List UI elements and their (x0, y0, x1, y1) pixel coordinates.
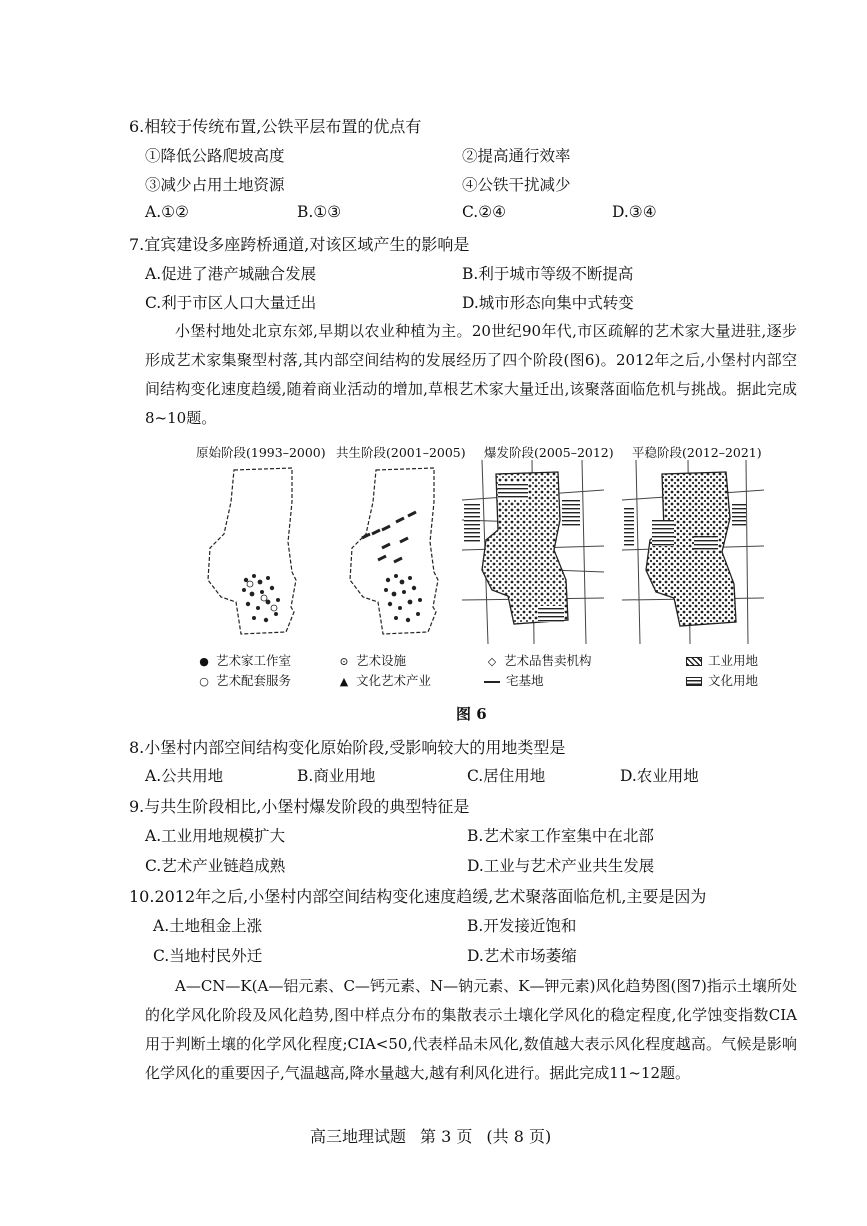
legend-artist-studio (196, 651, 291, 669)
q7-option-a: A.促进了港产城融合发展 (145, 265, 317, 283)
legend-label: 艺术家工作室 (216, 653, 292, 668)
stripe-swatch-icon (686, 677, 702, 686)
q6-option-b: B.①③ (297, 203, 342, 221)
q9-stem: 9.与共生阶段相比,小堡村爆发阶段的典型特征是 (129, 797, 470, 816)
hollow-circle-icon: ○ (199, 675, 209, 688)
map-stable-stage (622, 460, 764, 644)
q7-option-c: C.利于市区人口大量迁出 (145, 294, 317, 312)
line-swatch-icon (484, 681, 500, 683)
circled-dot-icon: ⊙ (339, 655, 349, 668)
q10-option-a: A.土地租金上涨 (153, 917, 263, 935)
legend-label: 文化用地 (708, 673, 759, 688)
map-symbiosis-stage (338, 462, 448, 642)
legend-label: 宅基地 (506, 673, 544, 688)
page-footer (310, 1124, 565, 1147)
q7-option-d: D.城市形态向集中式转变 (462, 294, 634, 312)
map-original-stage (196, 462, 306, 642)
hatch-swatch-icon (686, 657, 702, 666)
footer-total: (共 8 页) (486, 1127, 552, 1146)
legend-culture-industry (336, 671, 431, 689)
passage-xiaobao: 小堡村地处北京东郊,早期以农业种植为主。20世纪90年代,市区疏解的艺术家大量进驻,逐步形成艺术家集聚型村落,其内部空间结构的发展经历了四个阶段(图6)。2012年之后,小堡村内部空间结构变化速度趋缓,随着商业活动的增加,草根艺术家大量迁出,该聚落面临危机与挑战。据此完成8~10题。 (145, 322, 797, 427)
diamond-icon: ◇ (487, 655, 497, 668)
stage-title-stable: 平稳阶段(2012–2021) (632, 445, 762, 460)
q6-item-3: ③减少占用土地资源 (145, 176, 285, 194)
q6-item-1: ①降低公路爬坡高度 (145, 147, 285, 165)
q8-option-a: A.公共用地 (145, 767, 224, 785)
q8-stem: 8.小堡村内部空间结构变化原始阶段,受影响较大的用地类型是 (129, 738, 566, 757)
q9-option-c: C.艺术产业链趋成熟 (145, 857, 286, 875)
q8-option-c: C.居住用地 (467, 767, 546, 785)
legend-homestead (484, 671, 544, 689)
q6-stem: 6.相较于传统布置,公铁平层布置的优点有 (129, 117, 422, 136)
footer-subject: 高三地理试题 (310, 1127, 407, 1146)
map-explosion-stage (462, 460, 604, 644)
q9-option-b: B.艺术家工作室集中在北部 (467, 827, 654, 845)
q8-option-d: D.农业用地 (620, 767, 699, 785)
legend-culture-land (686, 671, 758, 689)
legend-art-facility (336, 651, 406, 669)
q6-option-c: C.②④ (462, 203, 507, 221)
q9-option-d: D.工业与艺术产业共生发展 (467, 857, 655, 875)
stage-title-explosion: 爆发阶段(2005–2012) (484, 445, 614, 460)
filled-circle-icon: ● (199, 655, 209, 668)
triangle-icon: ▲ (339, 675, 349, 688)
q10-option-c: C.当地村民外迁 (153, 947, 263, 965)
figure-caption: 图 6 (456, 705, 487, 723)
stage-title-original: 原始阶段(1993–2000) (196, 445, 326, 460)
legend-label: 艺术品售卖机构 (504, 653, 592, 668)
q6-option-a: A.①② (145, 203, 189, 221)
q6-option-d: D.③④ (612, 203, 657, 221)
legend-industrial-land (686, 651, 758, 669)
legend-art-sales (484, 651, 592, 669)
legend-label: 工业用地 (708, 653, 759, 668)
q7-option-b: B.利于城市等级不断提高 (462, 265, 634, 283)
q8-option-b: B.商业用地 (297, 767, 376, 785)
legend-art-support (196, 671, 291, 689)
q10-option-b: B.开发接近饱和 (467, 917, 577, 935)
q7-stem: 7.宜宾建设多座跨桥通道,对该区域产生的影响是 (129, 235, 470, 254)
passage-weathering: A—CN—K(A—铝元素、C—钙元素、N—钠元素、K—钾元素)风化趋势图(图7)指示土壤所处的化学风化阶段及风化趋势,图中样点分布的集散表示土壤化学风化的稳定程度,化学蚀变指数CIA用于判断土壤的化学风化程度;CIA<50,代表样品未风化,数值越大表示风化程度越高。气候是影响化学风化的重要因子,气温越高,降水量越大,越有利风化进行。据此完成11~12题。 (145, 977, 797, 1082)
footer-page: 第 3 页 (420, 1127, 473, 1146)
legend-label: 文化艺术产业 (356, 673, 432, 688)
q9-option-a: A.工业用地规模扩大 (145, 827, 286, 845)
q10-stem: 10.2012年之后,小堡村内部空间结构变化速度趋缓,艺术聚落面临危机,主要是因为 (129, 887, 707, 906)
legend-label: 艺术配套服务 (216, 673, 292, 688)
q6-item-2: ②提高通行效率 (462, 147, 571, 165)
q6-item-4: ④公铁干扰减少 (462, 176, 571, 194)
q10-option-d: D.艺术市场萎缩 (467, 947, 577, 965)
stage-title-symbiosis: 共生阶段(2001–2005) (336, 445, 466, 460)
legend-label: 艺术设施 (356, 653, 407, 668)
